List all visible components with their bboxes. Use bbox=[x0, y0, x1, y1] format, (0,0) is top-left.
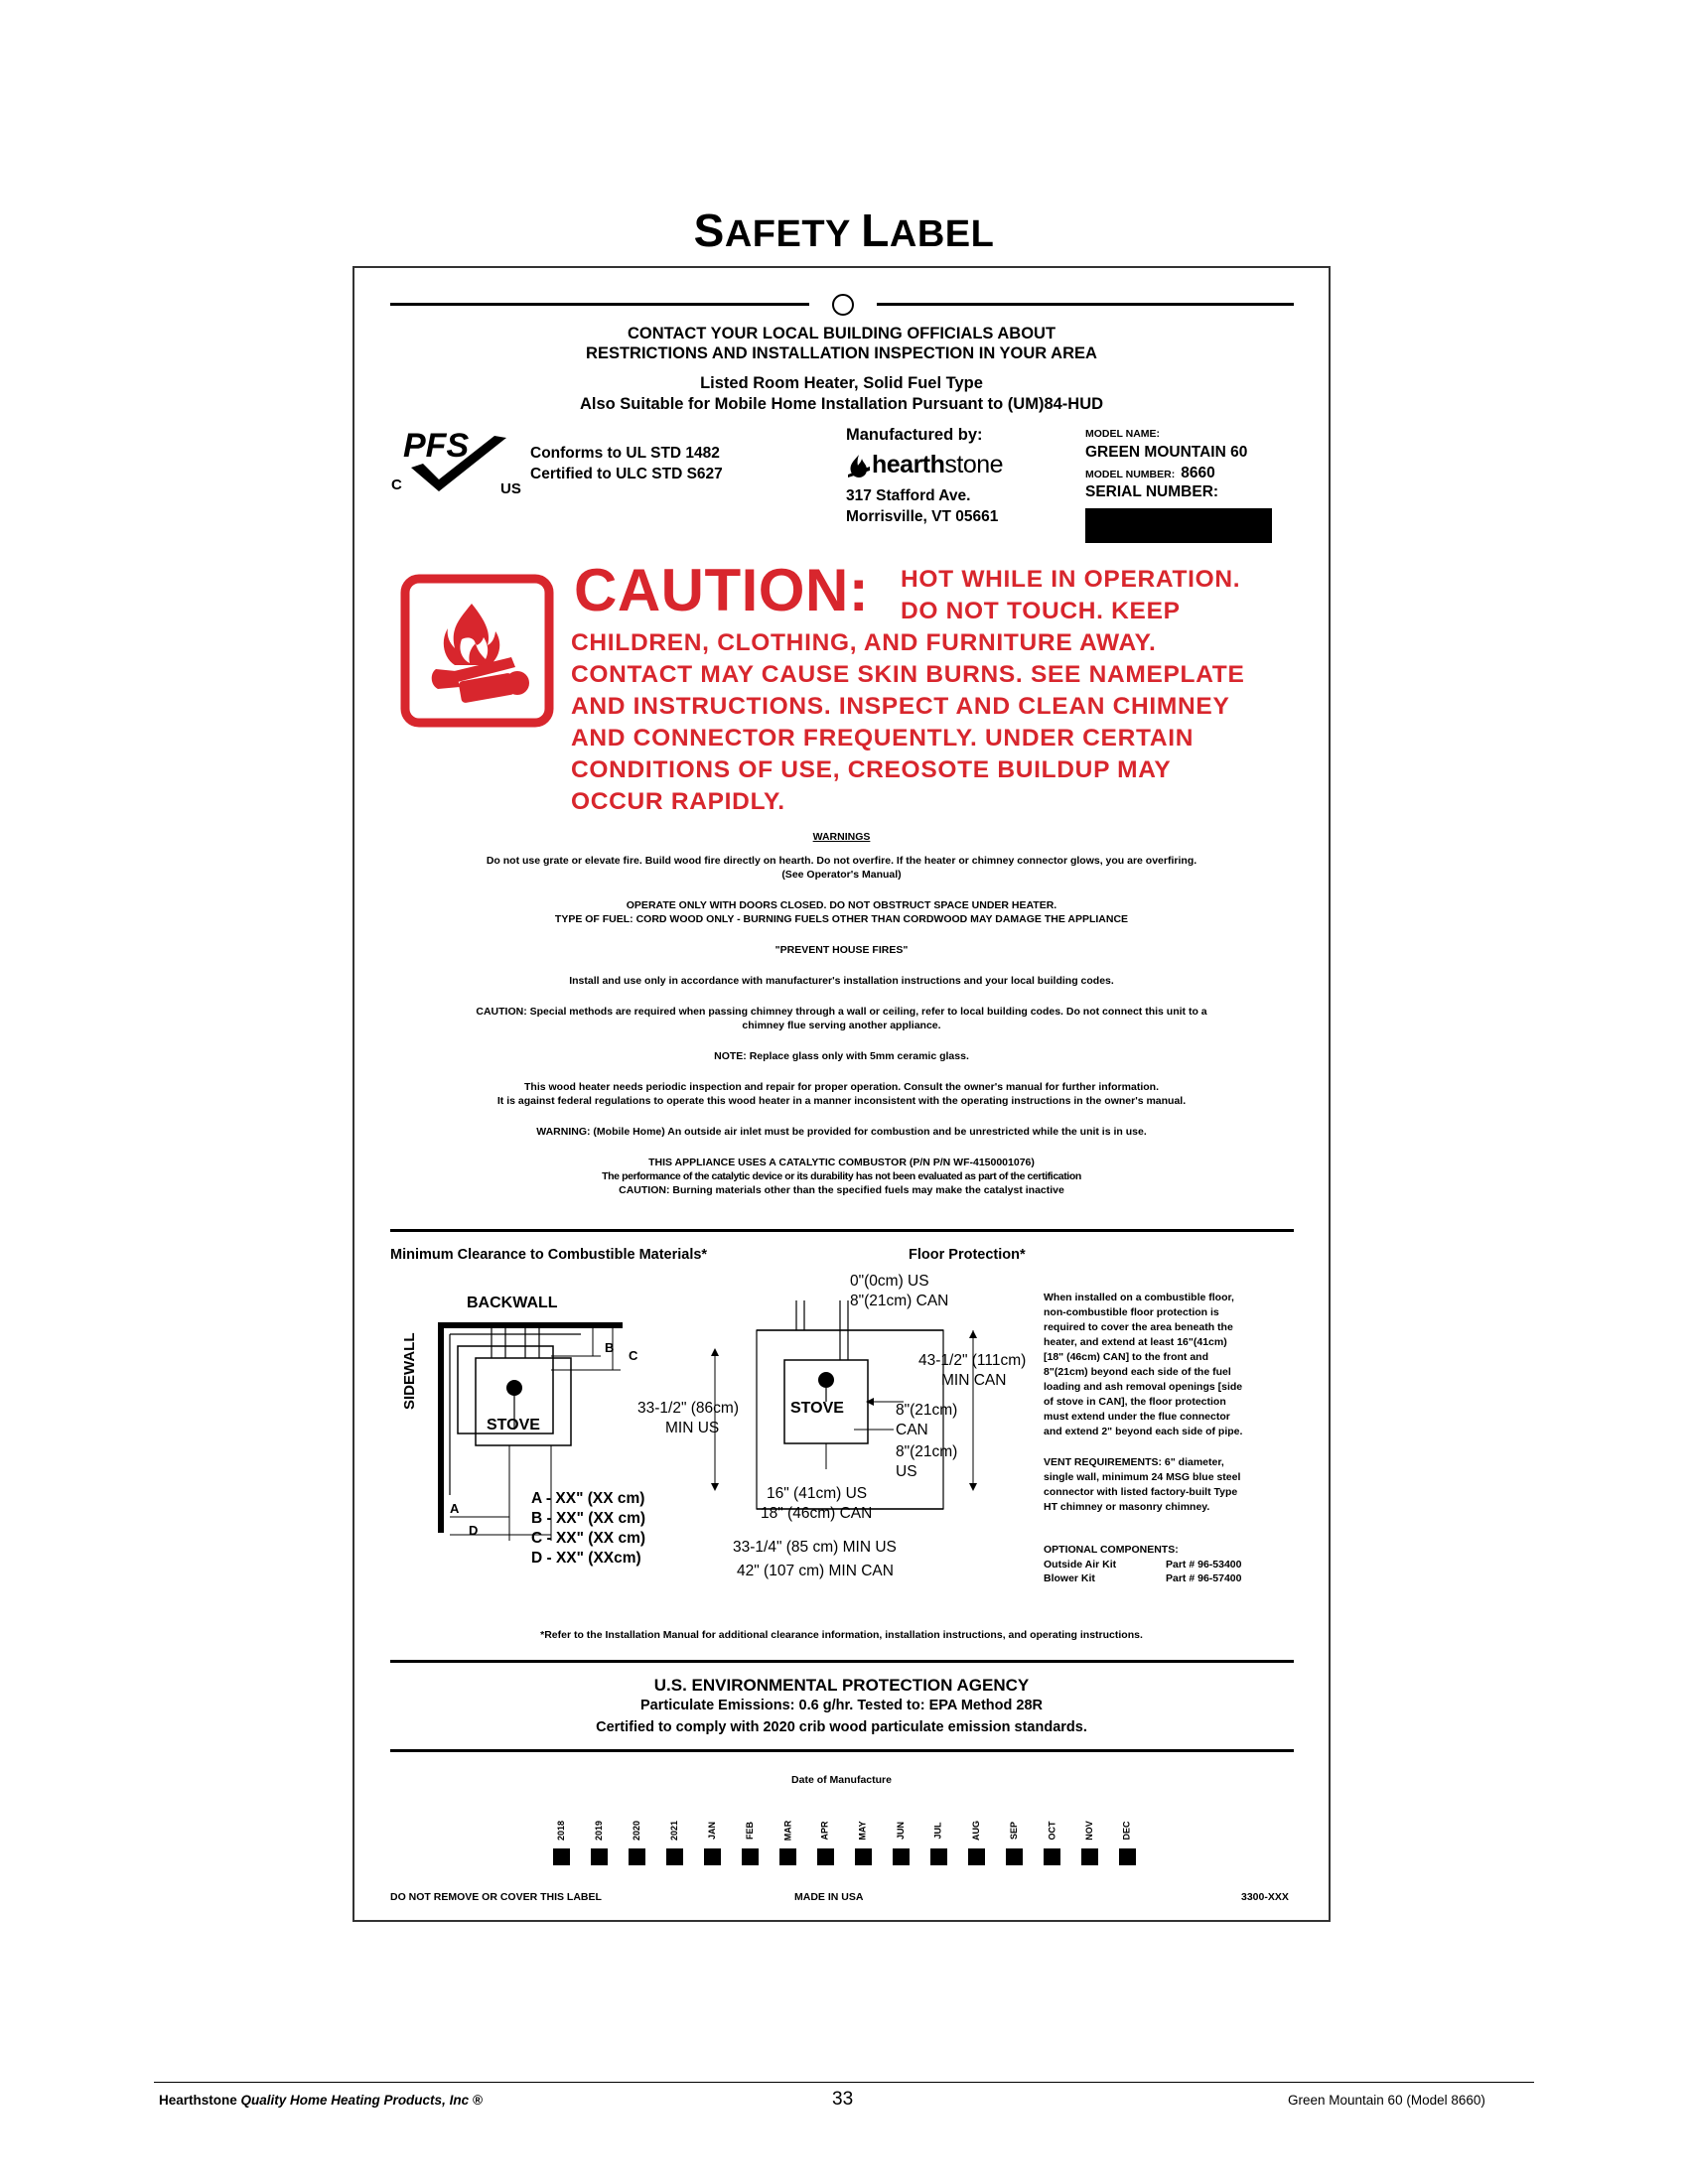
date-of-manufacture-title: Date of Manufacture bbox=[791, 1774, 892, 1786]
warning-text: It is against federal regulations to operate this wood heater in a manner inconsistent with the operating instructions in the owner's manual. bbox=[496, 1095, 1187, 1107]
contact-line-2: RESTRICTIONS AND INSTALLATION INSPECTION IN YOUR AREA bbox=[586, 344, 1097, 362]
dimension-d: D - XX" (XXcm) bbox=[531, 1550, 641, 1567]
letter-b: B bbox=[605, 1340, 615, 1355]
warning-text: This wood heater needs periodic inspection and repair for proper operation. Consult the owner's manual for further information. bbox=[524, 1081, 1159, 1093]
caution-line: CONTACT MAY CAUSE SKIN BURNS. SEE NAMEPLATE bbox=[571, 661, 1245, 688]
date-label: 2018 bbox=[556, 1820, 566, 1842]
floor-side-can-1: 8"(21cm) bbox=[896, 1402, 958, 1419]
date-label: JAN bbox=[706, 1821, 717, 1841]
date-label: 2020 bbox=[632, 1820, 641, 1842]
epa-line-1: Particulate Emissions: 0.6 g/hr. Tested to: EPA Method 28R bbox=[639, 1698, 1044, 1713]
caution-line: AND INSTRUCTIONS. INSPECT AND CLEAN CHIMNEY bbox=[571, 693, 1230, 720]
do-not-remove-text: DO NOT REMOVE OR COVER THIS LABEL bbox=[390, 1891, 602, 1903]
dimension-a: A - XX" (XX cm) bbox=[531, 1490, 645, 1507]
warning-text: chimney flue serving another appliance. bbox=[742, 1020, 941, 1031]
warning-text: "PREVENT HOUSE FIRES" bbox=[774, 944, 909, 956]
date-box bbox=[968, 1848, 985, 1865]
date-label: 2019 bbox=[594, 1820, 604, 1842]
date-label: APR bbox=[819, 1821, 830, 1841]
optional-blower-part: Part # 96-57400 bbox=[1166, 1572, 1242, 1584]
floor-side-us-2: US bbox=[896, 1463, 917, 1480]
warnings-title: WARNINGS bbox=[812, 831, 871, 843]
date-box bbox=[1081, 1848, 1098, 1865]
date-box bbox=[817, 1848, 834, 1865]
floor-top-us: 0"(0cm) US bbox=[850, 1273, 929, 1290]
date-label: OCT bbox=[1047, 1821, 1056, 1841]
warning-text: CAUTION: Burning materials other than the specified fuels may make the catalyst inactive bbox=[619, 1184, 1064, 1196]
letter-d: D bbox=[469, 1523, 479, 1538]
flame-logo-icon bbox=[846, 453, 872, 478]
stove-label: STOVE bbox=[487, 1417, 540, 1433]
model-name-label: MODEL NAME: bbox=[1085, 428, 1161, 440]
date-box bbox=[629, 1848, 645, 1865]
date-box bbox=[1006, 1848, 1023, 1865]
warning-text: TYPE OF FUEL: CORD WOOD ONLY - BURNING FUELS OTHER THAN CORDWOOD MAY DAMAGE THE APPLIANCE bbox=[554, 913, 1129, 925]
svg-text:C: C bbox=[391, 477, 402, 493]
date-box bbox=[553, 1848, 570, 1865]
optional-outside-air-kit: Outside Air Kit bbox=[1044, 1559, 1117, 1570]
date-label: AUG bbox=[971, 1821, 981, 1841]
page-title: SAFETY LABEL bbox=[693, 205, 995, 256]
floor-protection-text: When installed on a combustible floor, non-combustible floor protection is required to cover the area beneath the heater, and extend at least 16"(41cm) [18" (46cm) CAN] to the front and 8"(21cm) beyond each side of the fuel loading and ash removal openings [side of stove in CAN], the floor protection must extend under the flue connector and extend 2" beyond each side of pipe. bbox=[1044, 1292, 1243, 1437]
date-label: SEP bbox=[1008, 1821, 1019, 1841]
section-divider bbox=[390, 1229, 1294, 1232]
floor-stove-label: STOVE bbox=[790, 1400, 844, 1417]
dimension-b: B - XX" (XX cm) bbox=[531, 1510, 646, 1527]
manufactured-by-label: Manufactured by: bbox=[846, 426, 983, 444]
floor-protection-title: Floor Protection* bbox=[909, 1247, 1026, 1263]
date-label: NOV bbox=[1083, 1821, 1094, 1841]
floor-left-dim-1: 33-1/2" (86cm) bbox=[637, 1400, 739, 1417]
contact-line-1: CONTACT YOUR LOCAL BUILDING OFFICIALS ABOUT bbox=[627, 325, 1056, 342]
floor-side-us-1: 8"(21cm) bbox=[896, 1443, 958, 1460]
date-box bbox=[1119, 1848, 1136, 1865]
caution-line: CONDITIONS OF USE, CREOSOTE BUILDUP MAY bbox=[571, 756, 1172, 783]
certified-text: Certified to ULC STD S627 bbox=[530, 466, 723, 482]
floor-width-us: 33-1/4" (85 cm) MIN US bbox=[733, 1539, 897, 1556]
date-box bbox=[591, 1848, 608, 1865]
svg-text:US: US bbox=[500, 480, 521, 496]
address-line-1: 317 Stafford Ave. bbox=[846, 487, 971, 504]
warning-text: The performance of the catalytic device or its durability has not been evaluated as part of the certification bbox=[602, 1170, 1081, 1182]
warning-text: Install and use only in accordance with manufacturer's installation instructions and your local building codes. bbox=[569, 975, 1114, 987]
date-label: JUN bbox=[895, 1821, 906, 1841]
date-label: JUL bbox=[932, 1822, 943, 1840]
date-box bbox=[779, 1848, 796, 1865]
letter-c: C bbox=[629, 1348, 638, 1363]
model-name-value: GREEN MOUNTAIN 60 bbox=[1085, 444, 1248, 461]
date-box bbox=[855, 1848, 872, 1865]
letter-a: A bbox=[450, 1501, 460, 1516]
conforms-text: Conforms to UL STD 1482 bbox=[530, 445, 720, 462]
date-box bbox=[742, 1848, 759, 1865]
listed-line-2: Also Suitable for Mobile Home Installation Pursuant to (UM)84-HUD bbox=[579, 395, 1104, 413]
warning-text: (See Operator's Manual) bbox=[781, 869, 902, 881]
caution-side-line-2: DO NOT TOUCH. KEEP bbox=[901, 598, 1181, 624]
date-label: 2021 bbox=[669, 1820, 679, 1842]
floor-side-can-2: CAN bbox=[896, 1422, 928, 1438]
model-number-value: 8660 bbox=[1181, 465, 1215, 481]
backwall-label: BACKWALL bbox=[467, 1295, 558, 1311]
hanging-hole-icon bbox=[832, 294, 854, 316]
serial-number-redacted-box bbox=[1085, 508, 1272, 543]
floor-left-dim-2: MIN US bbox=[665, 1420, 720, 1436]
warning-text: CAUTION: Special methods are required when passing chimney through a wall or ceiling, refer to local building codes. Do not connect this unit to a bbox=[476, 1006, 1207, 1018]
svg-text:PFS: PFS bbox=[403, 427, 470, 465]
warning-text: WARNING: (Mobile Home) An outside air inlet must be provided for combustion and be unrestricted while the unit is in use. bbox=[536, 1126, 1147, 1138]
floor-width-can: 42" (107 cm) MIN CAN bbox=[737, 1563, 894, 1579]
floor-right-dim-1: 43-1/2" (111cm) bbox=[918, 1352, 1027, 1369]
listed-line-1: Listed Room Heater, Solid Fuel Type bbox=[700, 374, 983, 392]
caution-side-line-1: HOT WHILE IN OPERATION. bbox=[901, 566, 1241, 593]
hearthstone-logo: hearth stone bbox=[846, 451, 1003, 479]
caution-line: AND CONNECTOR FREQUENTLY. UNDER CERTAIN bbox=[571, 725, 1195, 751]
floor-right-dim-2: MIN CAN bbox=[941, 1372, 1007, 1389]
date-box bbox=[704, 1848, 721, 1865]
epa-line-2: Certified to comply with 2020 crib wood particulate emission standards. bbox=[596, 1719, 1087, 1735]
date-box bbox=[930, 1848, 947, 1865]
page-number: 33 bbox=[832, 2089, 854, 2110]
floor-front-us: 16" (41cm) US bbox=[767, 1485, 868, 1502]
footer-rule bbox=[154, 2082, 1534, 2083]
model-number-label: MODEL NUMBER: bbox=[1085, 469, 1176, 480]
floor-front-can: 18" (46cm) CAN bbox=[761, 1505, 873, 1522]
pfs-certification-logo-icon bbox=[389, 422, 528, 496]
footer-model: Green Mountain 60 (Model 8660) bbox=[1288, 2093, 1485, 2108]
vent-requirements-text: VENT REQUIREMENTS: 6" diameter, single wall, minimum 24 MSG blue steel connector with listed factory-built Type HT chimney or masonry chimney. bbox=[1044, 1456, 1241, 1513]
caution-line: CHILDREN, CLOTHING, AND FURNITURE AWAY. bbox=[571, 629, 1157, 656]
label-part-number: 3300-XXX bbox=[1241, 1891, 1289, 1903]
caution-heading: CAUTION: bbox=[574, 557, 870, 623]
made-in-usa-text: MADE IN USA bbox=[794, 1891, 864, 1903]
refer-note: *Refer to the Installation Manual for additional clearance information, installation instructions, and operating instructions. bbox=[540, 1629, 1143, 1641]
caution-line: OCCUR RAPIDLY. bbox=[571, 788, 785, 815]
serial-number-label: SERIAL NUMBER: bbox=[1085, 483, 1219, 500]
epa-title: U.S. ENVIRONMENTAL PROTECTION AGENCY bbox=[653, 1676, 1030, 1695]
dimension-c: C - XX" (XX cm) bbox=[531, 1530, 646, 1547]
warning-text: NOTE: Replace glass only with 5mm ceramic glass. bbox=[714, 1050, 969, 1062]
clearance-title: Minimum Clearance to Combustible Materials* bbox=[390, 1247, 708, 1263]
date-label: FEB bbox=[745, 1822, 755, 1840]
footer-company: Hearthstone Quality Home Heating Products, Inc ® bbox=[159, 2093, 483, 2108]
burn-hazard-icon bbox=[400, 574, 554, 728]
section-divider bbox=[390, 1749, 1294, 1752]
warning-text: THIS APPLIANCE USES A CATALYTIC COMBUSTOR (P/N P/N WF-4150001076) bbox=[648, 1157, 1035, 1168]
optional-outside-air-part: Part # 96-53400 bbox=[1166, 1559, 1242, 1570]
address-line-2: Morrisville, VT 05661 bbox=[846, 508, 999, 525]
top-rule-right bbox=[877, 303, 1294, 306]
warning-text: OPERATE ONLY WITH DOORS CLOSED. DO NOT OBSTRUCT SPACE UNDER HEATER. bbox=[626, 899, 1057, 911]
optional-components-title: OPTIONAL COMPONENTS: bbox=[1044, 1544, 1179, 1556]
date-box bbox=[1044, 1848, 1060, 1865]
sidewall-label: SIDEWALL bbox=[401, 1332, 418, 1410]
warning-text: Do not use grate or elevate fire. Build wood fire directly on hearth. Do not overfire. If the heater or chimney connector glows, you are overfiring. bbox=[486, 855, 1197, 867]
optional-blower-kit: Blower Kit bbox=[1044, 1572, 1095, 1584]
date-label: MAR bbox=[782, 1820, 792, 1842]
date-label: MAY bbox=[858, 1821, 868, 1841]
date-box bbox=[893, 1848, 910, 1865]
date-box bbox=[666, 1848, 683, 1865]
floor-top-can: 8"(21cm) CAN bbox=[850, 1293, 949, 1309]
section-divider bbox=[390, 1660, 1294, 1663]
top-rule-left bbox=[390, 303, 809, 306]
date-label: DEC bbox=[1121, 1821, 1132, 1841]
